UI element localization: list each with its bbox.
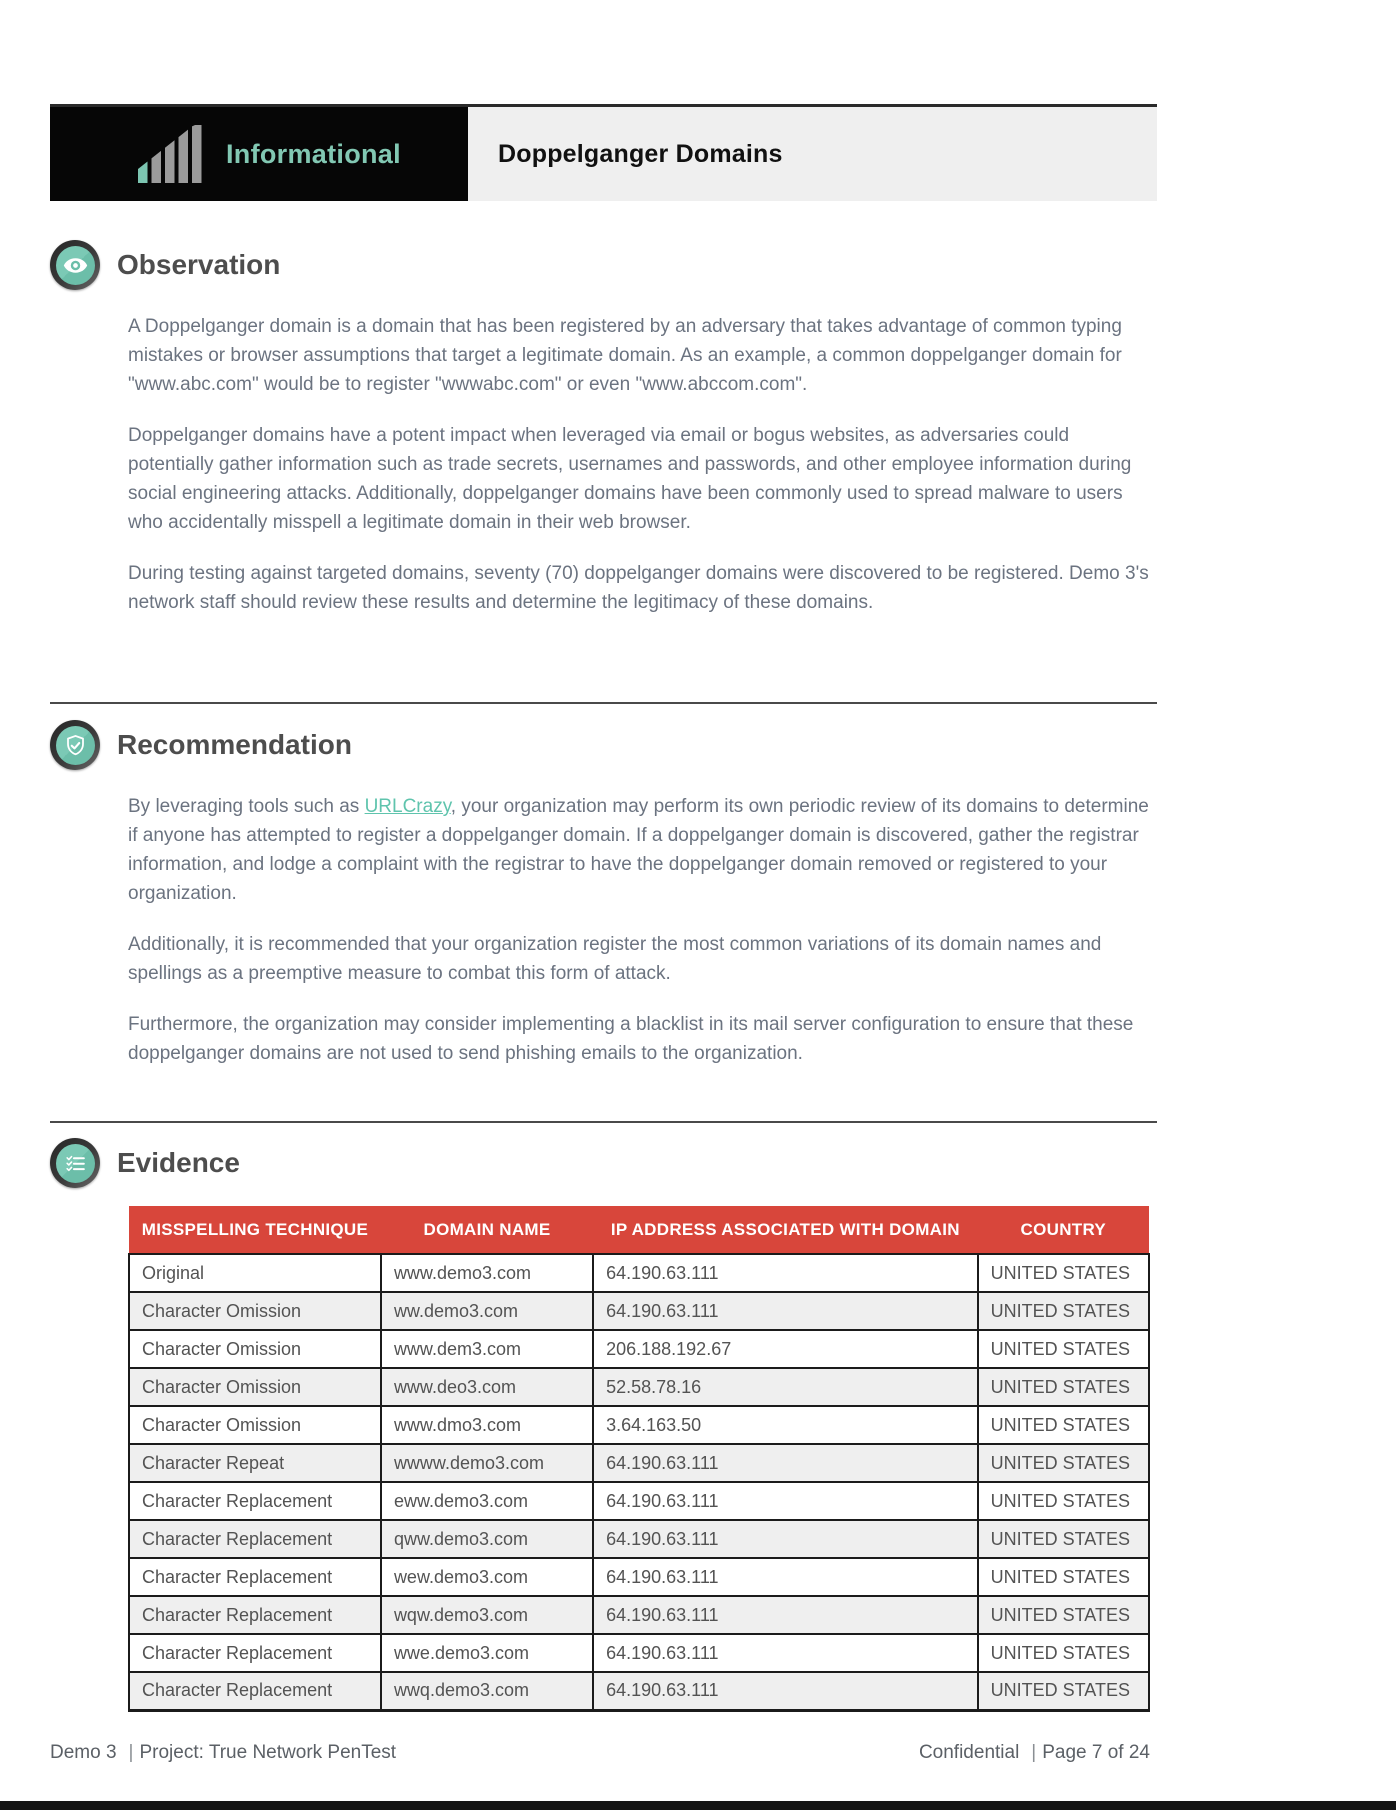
- cell-domain-name: wqw.demo3.com: [381, 1596, 593, 1634]
- column-header-country: COUNTRY: [978, 1206, 1149, 1254]
- observation-badge: [50, 240, 100, 290]
- cell-country: UNITED STATES: [978, 1634, 1149, 1672]
- checklist-icon: [63, 1151, 88, 1176]
- shield-check-icon: [63, 733, 88, 758]
- evidence-heading: Evidence: [117, 1147, 240, 1178]
- cell-ip-address: 64.190.63.111: [593, 1292, 978, 1330]
- cell-country: UNITED STATES: [978, 1482, 1149, 1520]
- section-divider: [50, 1121, 1157, 1123]
- evidence-table-row: [129, 1520, 1149, 1558]
- evidence-table-row: [129, 1368, 1149, 1406]
- evidence-section: [50, 1138, 1157, 1712]
- cell-ip-address: 64.190.63.111: [593, 1558, 978, 1596]
- cell-domain-name: wwq.demo3.com: [381, 1672, 593, 1710]
- footer-separator: |: [1031, 1742, 1037, 1763]
- cell-misspelling-technique: Character Repeat: [129, 1444, 381, 1482]
- column-header-ip-address: IP ADDRESS ASSOCIATED WITH DOMAIN: [593, 1206, 978, 1254]
- recommendation-section: [50, 720, 1157, 1068]
- column-header-misspelling-technique: MISSPELLING TECHNIQUE: [129, 1206, 381, 1254]
- cell-domain-name: wwe.demo3.com: [381, 1634, 593, 1672]
- cell-domain-name: www.dmo3.com: [381, 1406, 593, 1444]
- cell-misspelling-technique: Character Replacement: [129, 1596, 381, 1634]
- footer-page-number: Page 7 of 24: [1042, 1742, 1150, 1763]
- cell-misspelling-technique: Character Omission: [129, 1368, 381, 1406]
- cell-country: UNITED STATES: [978, 1520, 1149, 1558]
- cell-ip-address: 64.190.63.111: [593, 1520, 978, 1558]
- cell-domain-name: wwww.demo3.com: [381, 1444, 593, 1482]
- cell-ip-address: 64.190.63.111: [593, 1672, 978, 1710]
- cell-ip-address: 64.190.63.111: [593, 1482, 978, 1520]
- cell-misspelling-technique: Character Replacement: [129, 1558, 381, 1596]
- cell-misspelling-technique: Character Replacement: [129, 1634, 381, 1672]
- footer-project: Project: True Network PenTest: [139, 1742, 397, 1763]
- footer-separator: |: [128, 1742, 134, 1763]
- cell-domain-name: eww.demo3.com: [381, 1482, 593, 1520]
- cell-domain-name: qww.demo3.com: [381, 1520, 593, 1558]
- cell-country: UNITED STATES: [978, 1558, 1149, 1596]
- evidence-table: [128, 1206, 1150, 1712]
- cell-ip-address: 206.188.192.67: [593, 1330, 978, 1368]
- cell-country: UNITED STATES: [978, 1254, 1149, 1292]
- evidence-table-row: [129, 1482, 1149, 1520]
- column-header-domain-name: DOMAIN NAME: [381, 1206, 593, 1254]
- cell-ip-address: 64.190.63.111: [593, 1444, 978, 1482]
- eye-icon: [62, 252, 89, 279]
- cell-domain-name: www.demo3.com: [381, 1254, 593, 1292]
- cell-country: UNITED STATES: [978, 1330, 1149, 1368]
- observation-paragraph-1: A Doppelganger domain is a domain that has been registered by an adversary that takes advantage of common typing mistakes or browser assumptions that target a legitimate domain. As an example, a common doppelganger domain for "www.abc.com" would be to register "wwwabc.com" or even "www.abccom.com".: [128, 316, 1122, 395]
- recommendation-paragraph-3: Furthermore, the organization may consider implementing a blacklist in its mail server configuration to ensure that these doppelganger domains are not used to send phishing emails to the organization.: [128, 1014, 1134, 1064]
- cell-country: UNITED STATES: [978, 1596, 1149, 1634]
- cell-misspelling-technique: Character Omission: [129, 1330, 381, 1368]
- cell-country: UNITED STATES: [978, 1672, 1149, 1710]
- paragraph-text: , your organization may perform its own periodic review of its domains to determine if anyone has attempted to register a doppelganger domain. If a doppelganger domain is discovered, gather the registrar information, and lodge a complaint with the registrar to have the doppelganger domain removed or registered to your organization.: [128, 796, 1149, 904]
- cell-domain-name: ww.demo3.com: [381, 1292, 593, 1330]
- cell-ip-address: 64.190.63.111: [593, 1634, 978, 1672]
- recommendation-heading: Recommendation: [117, 729, 352, 760]
- signal-bars-icon: [138, 125, 204, 183]
- cell-country: UNITED STATES: [978, 1406, 1149, 1444]
- cell-ip-address: 64.190.63.111: [593, 1596, 978, 1634]
- severity-label: Informational: [226, 138, 401, 169]
- cell-misspelling-technique: Character Replacement: [129, 1520, 381, 1558]
- cell-misspelling-technique: Original: [129, 1254, 381, 1292]
- observation-heading: Observation: [117, 249, 281, 280]
- recommendation-paragraph-1: [128, 792, 1150, 908]
- page-footer: [50, 1742, 1150, 1764]
- cell-misspelling-technique: Character Omission: [129, 1406, 381, 1444]
- cell-misspelling-technique: Character Omission: [129, 1292, 381, 1330]
- section-divider: [50, 702, 1157, 704]
- evidence-table-row: [129, 1634, 1149, 1672]
- observation-paragraph-3: During testing against targeted domains, seventy (70) doppelganger domains were discovered to be registered. Demo 3's network staff should review these results and determine the legitimacy of these domains.: [128, 563, 1149, 613]
- observation-section: [50, 240, 1157, 617]
- finding-header-bar: [50, 104, 1157, 201]
- paragraph-text: By leveraging tools such as: [128, 796, 365, 817]
- evidence-table-row: [129, 1254, 1149, 1292]
- cell-country: UNITED STATES: [978, 1368, 1149, 1406]
- page-bottom-bar: [0, 1801, 1396, 1810]
- evidence-table-row: [129, 1406, 1149, 1444]
- cell-ip-address: 3.64.163.50: [593, 1406, 978, 1444]
- cell-country: UNITED STATES: [978, 1292, 1149, 1330]
- cell-country: UNITED STATES: [978, 1444, 1149, 1482]
- footer-right: [919, 1742, 1150, 1764]
- evidence-table-header-row: [129, 1206, 1149, 1254]
- finding-title-panel: [468, 107, 1157, 201]
- cell-ip-address: 52.58.78.16: [593, 1368, 978, 1406]
- finding-title: Doppelganger Domains: [498, 139, 783, 168]
- observation-paragraph-2: Doppelganger domains have a potent impact when leveraged via email or bogus websites, as adversaries could potentially gather information such as trade secrets, usernames and passwords, and other employee information during social engineering attacks. Additionally, doppelganger domains have been commonly used to spread malware to users who accidentally misspell a legitimate domain in their web browser.: [128, 425, 1132, 533]
- cell-domain-name: wew.demo3.com: [381, 1558, 593, 1596]
- recommendation-badge: [50, 720, 100, 770]
- severity-panel: [50, 107, 468, 201]
- footer-left: [50, 1742, 396, 1764]
- cell-domain-name: www.dem3.com: [381, 1330, 593, 1368]
- recommendation-paragraph-2: Additionally, it is recommended that your organization register the most common variations of its domain names and spellings as a preemptive measure to combat this form of attack.: [128, 934, 1102, 984]
- evidence-table-row: [129, 1558, 1149, 1596]
- evidence-table-row: [129, 1330, 1149, 1368]
- cell-misspelling-technique: Character Replacement: [129, 1482, 381, 1520]
- cell-domain-name: www.deo3.com: [381, 1368, 593, 1406]
- evidence-badge: [50, 1138, 100, 1188]
- urlcrazy-link[interactable]: URLCrazy: [364, 796, 451, 817]
- evidence-table-row: [129, 1292, 1149, 1330]
- evidence-table-row: [129, 1596, 1149, 1634]
- evidence-table-row: [129, 1444, 1149, 1482]
- cell-misspelling-technique: Character Replacement: [129, 1672, 381, 1710]
- evidence-table-row: [129, 1672, 1149, 1710]
- footer-client: Demo 3: [50, 1742, 117, 1763]
- cell-ip-address: 64.190.63.111: [593, 1254, 978, 1292]
- footer-confidential: Confidential: [918, 1742, 1020, 1763]
